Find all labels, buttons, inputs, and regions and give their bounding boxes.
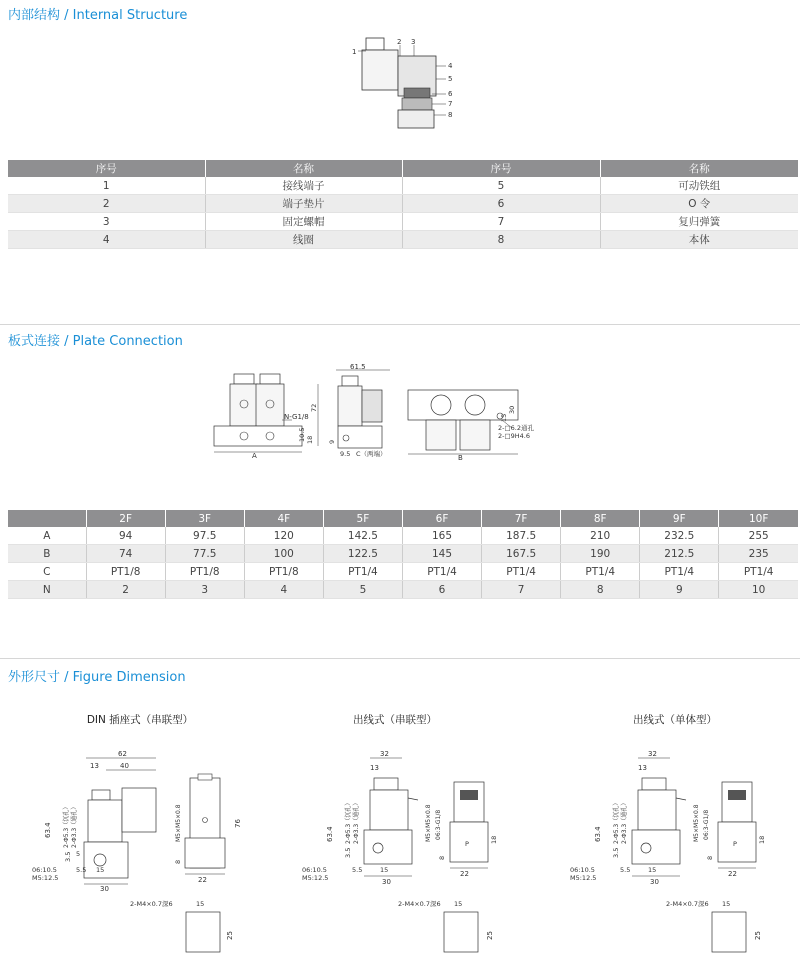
- dim-63-4: 63.4: [44, 822, 52, 838]
- callout-8: 8: [448, 111, 453, 119]
- table-row: [8, 527, 798, 545]
- table-header: 名称: [600, 160, 798, 177]
- table-header: 5F: [323, 510, 402, 527]
- table-cell: 8: [402, 231, 600, 249]
- table-cell: 142.5: [323, 527, 402, 545]
- port-thread: 06:3-G1/8: [435, 809, 442, 840]
- callout-7: 7: [448, 100, 453, 108]
- dim-9-5: 9.5: [340, 450, 351, 458]
- dim-5-5: 5.5: [620, 866, 631, 874]
- hole-spec-2: 2-□9H4.6: [498, 432, 530, 440]
- table-cell: 6: [402, 581, 481, 599]
- dim-15: 15: [380, 866, 389, 874]
- port-p: P: [465, 840, 469, 848]
- port-spec-2: M5:12.5: [570, 874, 597, 882]
- figure-caption-single: 出线式（单体型）: [633, 714, 717, 726]
- table-cell: PT1/4: [482, 563, 561, 581]
- label-b: B: [458, 454, 463, 462]
- dim-25: 25: [226, 931, 234, 940]
- table-cell: 100: [244, 545, 323, 563]
- port-spec-2: M5:12.5: [32, 874, 59, 882]
- thread-spec: M5×M5×0.8: [693, 804, 700, 842]
- table-cell: 212.5: [640, 545, 719, 563]
- dim-15b: 15: [196, 900, 205, 908]
- dim-5-5: 5.5: [352, 866, 363, 874]
- table-cell: 3: [165, 581, 244, 599]
- table-cell: 210: [561, 527, 640, 545]
- dim-18: 18: [758, 835, 766, 844]
- table-cell: 94: [86, 527, 165, 545]
- table-row: [8, 581, 798, 599]
- dim-15: 15: [500, 413, 508, 422]
- table-cell: O 令: [600, 195, 798, 213]
- table-header: 序号: [402, 160, 600, 177]
- dim-22: 22: [460, 870, 469, 878]
- table-cell: 190: [561, 545, 640, 563]
- callout-3: 3: [411, 38, 416, 46]
- table-row: [8, 213, 798, 231]
- callout-1: 1: [352, 48, 357, 56]
- callout-6: 6: [448, 90, 453, 98]
- port-p: P: [733, 840, 737, 848]
- internal-parts-table: [8, 160, 798, 249]
- figure-single-drawing: [568, 748, 788, 958]
- table-cell: 线圈: [205, 231, 402, 249]
- table-header: 7F: [482, 510, 561, 527]
- table-row: [8, 195, 798, 213]
- dim-40: 40: [120, 762, 129, 770]
- table-cell: PT1/4: [561, 563, 640, 581]
- mount-spec: 2-M4×0.7深6: [666, 900, 709, 908]
- port-spec-2: M5:12.5: [302, 874, 329, 882]
- table-cell: 167.5: [482, 545, 561, 563]
- internal-structure-drawing: [340, 30, 470, 130]
- section-title-figure: 外形尺寸 / Figure Dimension: [8, 670, 186, 685]
- thread-spec: M5×M5×0.8: [175, 804, 182, 842]
- table-cell: PT1/4: [640, 563, 719, 581]
- table-cell: 122.5: [323, 545, 402, 563]
- table-cell: 5: [402, 177, 600, 195]
- dim-30: 30: [650, 878, 659, 886]
- table-cell: 187.5: [482, 527, 561, 545]
- table-cell: 接线端子: [205, 177, 402, 195]
- dim-13: 13: [370, 764, 379, 772]
- dim-8: 8: [174, 859, 182, 864]
- dim-22: 22: [728, 870, 737, 878]
- table-cell: 165: [402, 527, 481, 545]
- figure-caption-series: 出线式（串联型）: [353, 714, 437, 726]
- table-cell: N: [8, 581, 86, 599]
- table-row: [8, 177, 798, 195]
- table-cell: 6: [402, 195, 600, 213]
- table-cell: 10: [719, 581, 798, 599]
- table-cell: 复归弹簧: [600, 213, 798, 231]
- table-cell: 8: [561, 581, 640, 599]
- table-cell: 97.5: [165, 527, 244, 545]
- table-cell: 255: [719, 527, 798, 545]
- dim-18: 18: [306, 435, 314, 444]
- holes-counterbore: 2-Φ5.3（沉孔）: [63, 803, 70, 848]
- dim-76: 76: [234, 819, 242, 828]
- holes-through: 2-Φ3.3（通孔）: [71, 803, 78, 848]
- dim-9: 9: [328, 439, 336, 444]
- dim-72: 72: [310, 403, 318, 412]
- plate-connection-drawing: [200, 364, 540, 464]
- table-row: [8, 545, 798, 563]
- table-header: 3F: [165, 510, 244, 527]
- dim-63-4: 63.4: [326, 826, 334, 842]
- table-header: 6F: [402, 510, 481, 527]
- figure-din-drawing: [30, 748, 250, 958]
- table-header: 8F: [561, 510, 640, 527]
- port-spec-1: 06:10.5: [302, 866, 327, 874]
- table-cell: PT1/4: [719, 563, 798, 581]
- table-cell: 固定螺帽: [205, 213, 402, 231]
- dim-18: 18: [490, 835, 498, 844]
- dim-25: 25: [754, 931, 762, 940]
- dim-10-5: 10.5: [298, 427, 306, 442]
- table-cell: 77.5: [165, 545, 244, 563]
- table-cell: A: [8, 527, 86, 545]
- holes-counterbore: 2-Φ5.3（沉孔）: [613, 799, 620, 844]
- dim-3-5: 3.5: [64, 851, 72, 862]
- table-cell: C: [8, 563, 86, 581]
- mount-spec: 2-M4×0.7深6: [130, 900, 173, 908]
- label-a: A: [252, 452, 257, 460]
- table-cell: 4: [8, 231, 205, 249]
- dim-32: 32: [648, 750, 657, 758]
- table-cell: 端子垫片: [205, 195, 402, 213]
- table-header: 2F: [86, 510, 165, 527]
- mount-spec: 2-M4×0.7深6: [398, 900, 441, 908]
- table-cell: 4: [244, 581, 323, 599]
- table-header: [8, 510, 86, 527]
- table-cell: B: [8, 545, 86, 563]
- dim-8: 8: [438, 855, 446, 860]
- port-spec-1: 06:10.5: [570, 866, 595, 874]
- dim-5: 5: [76, 850, 81, 858]
- dim-30: 30: [508, 405, 516, 414]
- dim-3-5: 3.5: [612, 847, 620, 858]
- table-cell: 2: [8, 195, 205, 213]
- label-n-port: N-G1/8: [284, 413, 309, 421]
- callout-5: 5: [448, 75, 453, 83]
- table-cell: PT1/8: [244, 563, 323, 581]
- dim-62: 62: [118, 750, 127, 758]
- holes-counterbore: 2-Φ5.3（沉孔）: [345, 799, 352, 844]
- dim-63-4: 63.4: [594, 826, 602, 842]
- table-header: 序号: [8, 160, 205, 177]
- dim-15: 15: [648, 866, 657, 874]
- section-divider: [0, 658, 800, 659]
- table-row: [8, 563, 798, 581]
- table-cell: 2: [86, 581, 165, 599]
- dim-22: 22: [198, 876, 207, 884]
- table-header: 9F: [640, 510, 719, 527]
- dim-15b: 15: [454, 900, 463, 908]
- table-cell: 9: [640, 581, 719, 599]
- table-cell: 1: [8, 177, 205, 195]
- table-cell: 235: [719, 545, 798, 563]
- section-title-internal: 内部结构 / Internal Structure: [8, 8, 188, 23]
- table-cell: 7: [402, 213, 600, 231]
- dim-15b: 15: [722, 900, 731, 908]
- dim-5-5: 5.5: [76, 866, 87, 874]
- dim-61-5: 61.5: [350, 364, 366, 371]
- table-cell: 74: [86, 545, 165, 563]
- table-cell: 可动铁组: [600, 177, 798, 195]
- figure-series-drawing: [300, 748, 520, 958]
- dim-13: 13: [638, 764, 647, 772]
- thread-spec: M5×M5×0.8: [425, 804, 432, 842]
- dim-3-5: 3.5: [344, 847, 352, 858]
- table-cell: 145: [402, 545, 481, 563]
- dim-13: 13: [90, 762, 99, 770]
- table-cell: 7: [482, 581, 561, 599]
- plate-connection-table: [8, 510, 798, 599]
- dim-8: 8: [706, 855, 714, 860]
- table-header: 名称: [205, 160, 402, 177]
- table-cell: 3: [8, 213, 205, 231]
- table-cell: 本体: [600, 231, 798, 249]
- table-cell: 232.5: [640, 527, 719, 545]
- table-cell: PT1/8: [165, 563, 244, 581]
- table-cell: PT1/4: [402, 563, 481, 581]
- table-cell: 120: [244, 527, 323, 545]
- label-c: C（两端）: [356, 450, 387, 458]
- dim-25: 25: [486, 931, 494, 940]
- holes-through: 2-Φ3.3（通孔）: [353, 799, 360, 844]
- section-title-plate: 板式连接 / Plate Connection: [8, 334, 183, 349]
- dim-30: 30: [100, 885, 109, 893]
- port-thread: 06:3-G1/8: [703, 809, 710, 840]
- table-row: [8, 231, 798, 249]
- dim-32: 32: [380, 750, 389, 758]
- table-cell: PT1/4: [323, 563, 402, 581]
- holes-through: 2-Φ3.3（通孔）: [621, 799, 628, 844]
- table-header: 4F: [244, 510, 323, 527]
- hole-spec-1: 2-□6.2通孔: [498, 424, 534, 432]
- dim-30: 30: [382, 878, 391, 886]
- callout-2: 2: [397, 38, 402, 46]
- callout-4: 4: [448, 62, 453, 70]
- table-cell: 5: [323, 581, 402, 599]
- section-divider: [0, 324, 800, 325]
- table-cell: PT1/8: [86, 563, 165, 581]
- dim-15: 15: [96, 866, 105, 874]
- port-spec-1: 06:10.5: [32, 866, 57, 874]
- table-header: 10F: [719, 510, 798, 527]
- figure-caption-din: DIN 插座式（串联型）: [86, 714, 194, 726]
